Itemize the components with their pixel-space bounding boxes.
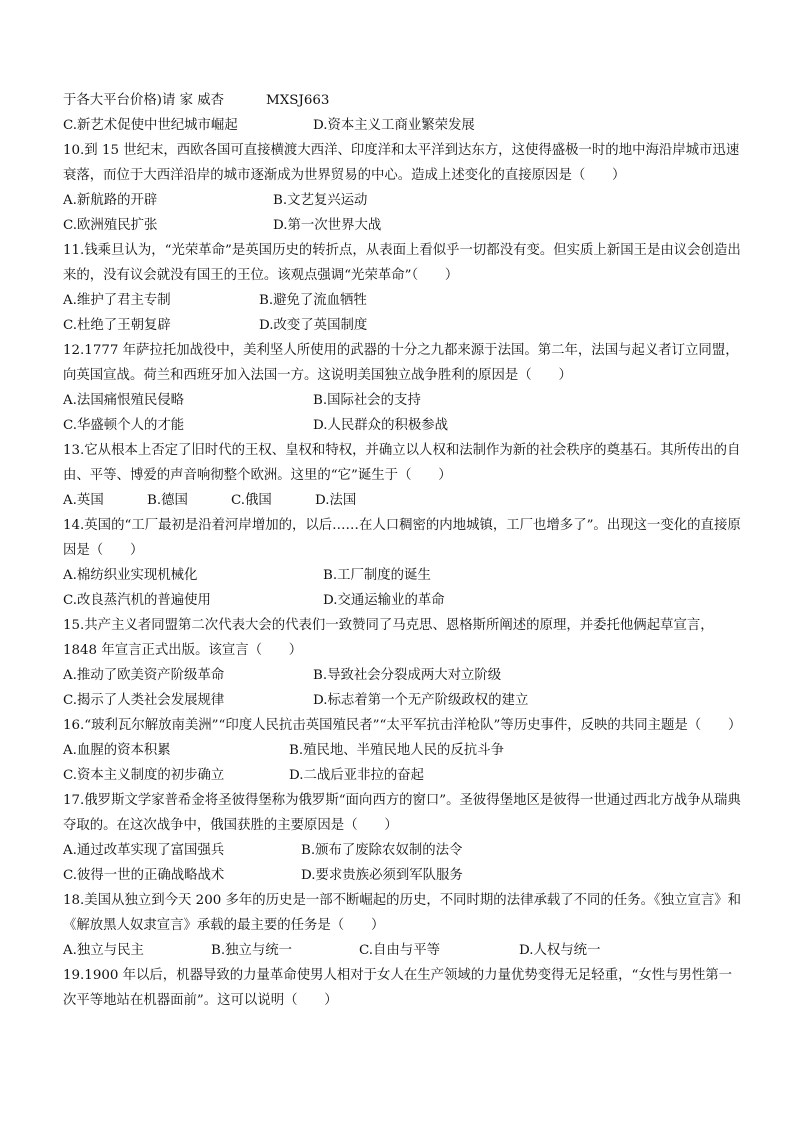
q12-option-d: D.人民群众的积极参战 [313,418,449,433]
header-line [63,88,743,113]
q9-option-c: C.新艺术促使中世纪城市崛起 [63,118,238,133]
header-code: MXSJ663 [266,93,330,108]
q13-option-c: C.俄国 [231,493,272,508]
q15-options-cd [63,688,743,713]
q14-option-a: A.棉纺织业实现机械化 [63,568,198,583]
q16-options-ab [63,738,743,763]
q11-options-ab [63,288,743,313]
q13-option-b: B.德国 [147,493,188,508]
q11-option-c: C.杜绝了王朝复辟 [63,318,171,333]
q10-option-d: D.第一次世界大战 [273,218,382,233]
q18-option-b: B.独立与统一 [211,943,293,958]
q14-stem: 14.英国的“工厂最初是沿着河岸增加的，以后……在人口稠密的内地城镇，工厂也增多了”。出现这一变化的直接原因是（ ） [63,518,741,558]
q19-stem: 19.1900 年以后，机器导致的力量革命使男人相对于女人在生产领域的力量优势变得无足轻重，“女性与男性第一次平等地站在机器面前”。这可以说明（ ） [63,968,733,1008]
q10-options-ab [63,188,743,213]
q11-option-d: D.改变了英国制度 [259,318,368,333]
header-text: 于各大平台价格)请 家 威杏 [63,93,225,108]
q12-option-c: C.华盛顿个人的才能 [63,418,185,433]
q17-options-cd [63,863,743,888]
q12-option-a: A.法国痛恨殖民侵略 [63,393,185,408]
q17-options-ab [63,838,743,863]
q18-option-a: A.独立与民主 [63,943,144,958]
q11-stem: 11.钱乘旦认为，“光荣革命”是英国历史的转折点，从表面上看似乎一切都没有变。但实质上新国王是由议会创造出来的，没有议会就没有国王的王位。该观点强调“光荣革命”（ ） [63,243,741,283]
q15-option-a: A.推动了欧美资产阶级革命 [63,668,225,683]
q12-options-cd [63,413,743,438]
exam-content [63,88,743,1013]
q11-option-b: B.避免了流血牺牲 [259,293,367,308]
q13-stem: 13.它从根本上否定了旧时代的王权、皇权和特权，并确立以人权和法制作为新的社会秩序的奠基石。其所传出的自由、平等、博爱的声音响彻整个欧洲。这里的“它”诞生于（ ） [63,443,741,483]
q15-option-d: D.标志着第一个无产阶级政权的建立 [313,693,529,708]
q13-option-a: A.英国 [63,493,104,508]
q10-options-cd [63,213,743,238]
q17-option-a: A.通过改革实现了富国强兵 [63,843,225,858]
q13-option-d: D.法国 [315,493,357,508]
q12-stem: 12.1777 年萨拉托加战役中，美利坚人所使用的武器的十分之九都来源于法国。第二年，法国与起义者订立同盟，向英国宣战。荷兰和西班牙加入法国一方。这说明美国独立战争胜利的原因是（ ） [63,343,739,383]
q14-option-b: B.工厂制度的诞生 [323,568,431,583]
q12-options-ab [63,388,743,413]
q16-option-c: C.资本主义制度的初步确立 [63,768,225,783]
q14-options-cd [63,588,743,613]
q16-option-b: B.殖民地、半殖民地人民的反抗斗争 [289,743,504,758]
q17-option-c: C.彼得一世的正确战略战术 [63,868,225,883]
q9-options [63,113,743,138]
q17-option-d: D.要求贵族必须到军队服务 [301,868,463,883]
q15-stem: 15.共产主义者同盟第二次代表大会的代表们一致赞同了马克思、恩格斯所阐述的原理，并委托他俩起草宣言，1848 年宣言正式出版。该宣言（ ） [63,618,714,658]
q18-option-c: C.自由与平等 [359,943,440,958]
q14-options-ab [63,563,743,588]
q10-option-a: A.新航路的开辟 [63,193,158,208]
q17-stem: 17.俄罗斯文学家普希金将圣彼得堡称为俄罗斯“面向西方的窗口”。圣彼得堡地区是彼得一世通过西北方战争从瑞典夺取的。在这次战争中，俄国获胜的主要原因是（ ） [63,793,741,833]
q11-options-cd [63,313,743,338]
q11-option-a: A.维护了君主专制 [63,293,171,308]
q13-options [63,488,743,513]
q10-stem: 10.到 15 世纪末，西欧各国可直接横渡大西洋、印度洋和太平洋到达东方，这使得盛极一时的地中海沿岸城市迅速衰落，而位于大西洋沿岸的城市逐渐成为世界贸易的中心。造成上述变化的直接原因是（ ） [63,143,740,183]
q9-option-d: D.资本主义工商业繁荣发展 [313,118,475,133]
q14-option-d: D.交通运输业的革命 [323,593,445,608]
q16-option-a: A.血腥的资本积累 [63,743,171,758]
q18-option-d: D.人权与统一 [519,943,601,958]
q12-option-b: B.国际社会的支持 [313,393,421,408]
q15-options-ab [63,663,743,688]
q16-option-d: D.二战后亚非拉的奋起 [289,768,425,783]
q15-option-b: B.导致社会分裂成两大对立阶级 [313,668,502,683]
q10-option-c: C.欧洲殖民扩张 [63,218,158,233]
q17-option-b: B.颁布了废除农奴制的法令 [301,843,463,858]
q18-options [63,938,743,963]
q10-option-b: B.文艺复兴运动 [273,193,368,208]
q18-stem: 18.美国从独立到今天 200 多年的历史是一部不断崛起的历史，不同时期的法律承载了不同的任务。《独立宣言》和《解放黑人奴隶宣言》承载的最主要的任务是（ ） [63,893,742,933]
q16-options-cd [63,763,743,788]
q15-option-c: C.揭示了人类社会发展规律 [63,693,225,708]
q14-option-c: C.改良蒸汽机的普遍使用 [63,593,211,608]
q16-stem: 16.“玻利瓦尔解放南美洲”“印度人民抗击英国殖民者”“太平军抗击洋枪队”等历史事件，反映的共同主题是（ ） [63,718,742,733]
